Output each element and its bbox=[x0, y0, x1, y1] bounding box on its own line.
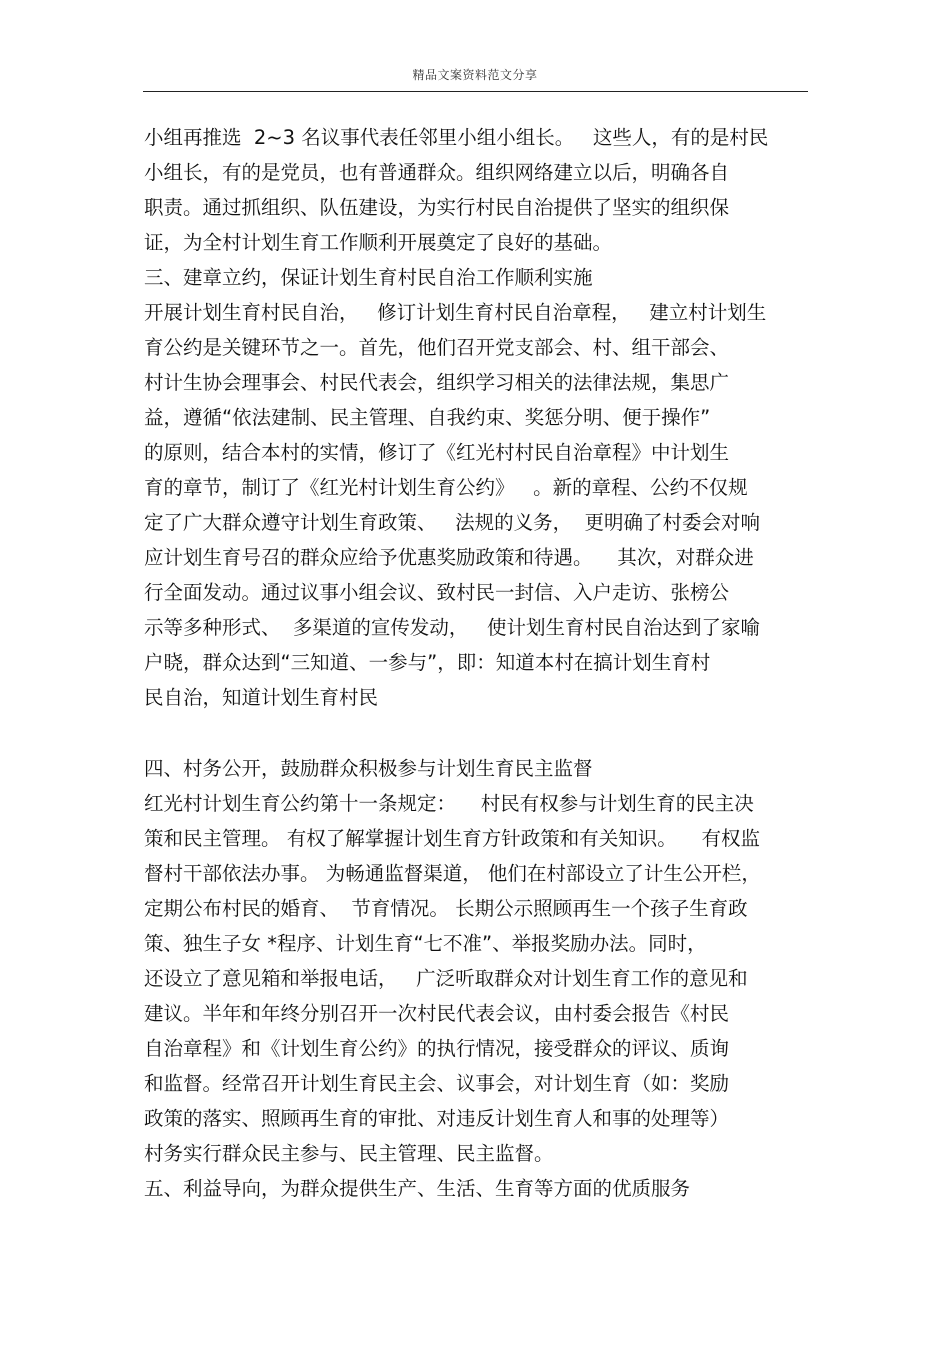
body-line: 证，为全村计划生育工作顺利开展奠定了良好的基础。 bbox=[144, 231, 613, 254]
body-line: 自治章程》和《计划生育公约》的执行情况，接受群众的评议、质询 bbox=[144, 1037, 730, 1060]
body-line: 育的章节，制订了《红光村计划生育公约》 。新的章程、公约不仅规 bbox=[144, 476, 748, 499]
body-line: 小组长，有的是党员，也有普通群众。组织网络建立以后，明确各自 bbox=[144, 161, 730, 184]
body-line: 民自治，知道计划生育村民 bbox=[144, 686, 379, 709]
body-line: 应计划生育号召的群众应给予优惠奖励政策和待遇。 其次，对群众进 bbox=[144, 546, 754, 569]
body-line: 育公约是关键环节之一。首先，他们召开党支部会、村、组干部会、 bbox=[144, 336, 730, 359]
body-line: 益，遵循“依法建制、民主管理、自我约束、奖惩分明、便于操作” bbox=[144, 406, 711, 429]
page-header-title: 精品文案资料范文分享 bbox=[412, 68, 538, 82]
body-line: 定了广大群众遵守计划生育政策、 法规的义务， 更明确了村委会对响 bbox=[144, 511, 760, 534]
body-line: 建议。半年和年终分别召开一次村民代表会议，由村委会报告《村民 bbox=[144, 1002, 730, 1025]
body-line: 定期公布村民的婚育、 节育情况。 长期公示照顾再生一个孩子生育政 bbox=[144, 897, 748, 920]
body-line: 村务实行群众民主参与、民主管理、民主监督。 bbox=[144, 1142, 554, 1165]
body-line: 和监督。经常召开计划生育民主会、议事会，对计划生育（如：奖励 bbox=[144, 1072, 730, 1095]
body-line: 行全面发动。通过议事小组会议、致村民一封信、入户走访、张榜公 bbox=[144, 581, 730, 604]
body-line: 策、独生子女 *程序、计划生育“七不准”、举报奖励办法。同时， bbox=[144, 932, 707, 955]
body-line: 开展计划生育村民自治， 修订计划生育村民自治章程， 建立村计划生 bbox=[144, 301, 767, 324]
body-line: 的原则，结合本村的实情，修订了《红光村村民自治章程》中计划生 bbox=[144, 441, 730, 464]
body-line: 户晓，群众达到“三知道、一参与”，即：知道本村在搞计划生育村 bbox=[144, 651, 711, 674]
body-line: 村计生协会理事会、村民代表会，组织学习相关的法律法规，集思广 bbox=[144, 371, 730, 394]
section-heading: 四、村务公开，鼓励群众积极参与计划生育民主监督 bbox=[144, 757, 593, 780]
section-heading: 三、建章立约，保证计划生育村民自治工作顺利实施 bbox=[144, 266, 593, 289]
body-line: 还设立了意见箱和举报电话， 广泛听取群众对计划生育工作的意见和 bbox=[144, 967, 748, 990]
header-divider bbox=[143, 91, 808, 92]
body-line: 政策的落实、照顾再生育的审批、对违反计划生育人和事的处理等） bbox=[144, 1107, 730, 1130]
body-line: 红光村计划生育公约第十一条规定： 村民有权参与计划生育的民主决 bbox=[144, 792, 754, 815]
body-line: 小组再推选 2~3 名议事代表任邻里小组小组长。 这些人，有的是村民 bbox=[144, 126, 769, 149]
section-heading: 五、利益导向，为群众提供生产、生活、生育等方面的优质服务 bbox=[144, 1177, 691, 1200]
body-line: 督村干部依法办事。 为畅通监督渠道， 他们在村部设立了计生公开栏， bbox=[144, 862, 761, 885]
body-line: 职责。通过抓组织、队伍建设，为实行村民自治提供了坚实的组织保 bbox=[144, 196, 730, 219]
body-line: 策和民主管理。 有权了解掌握计划生育方针政策和有关知识。 有权监 bbox=[144, 827, 760, 850]
body-line: 示等多种形式、 多渠道的宣传发动， 使计划生育村民自治达到了家喻 bbox=[144, 616, 760, 639]
